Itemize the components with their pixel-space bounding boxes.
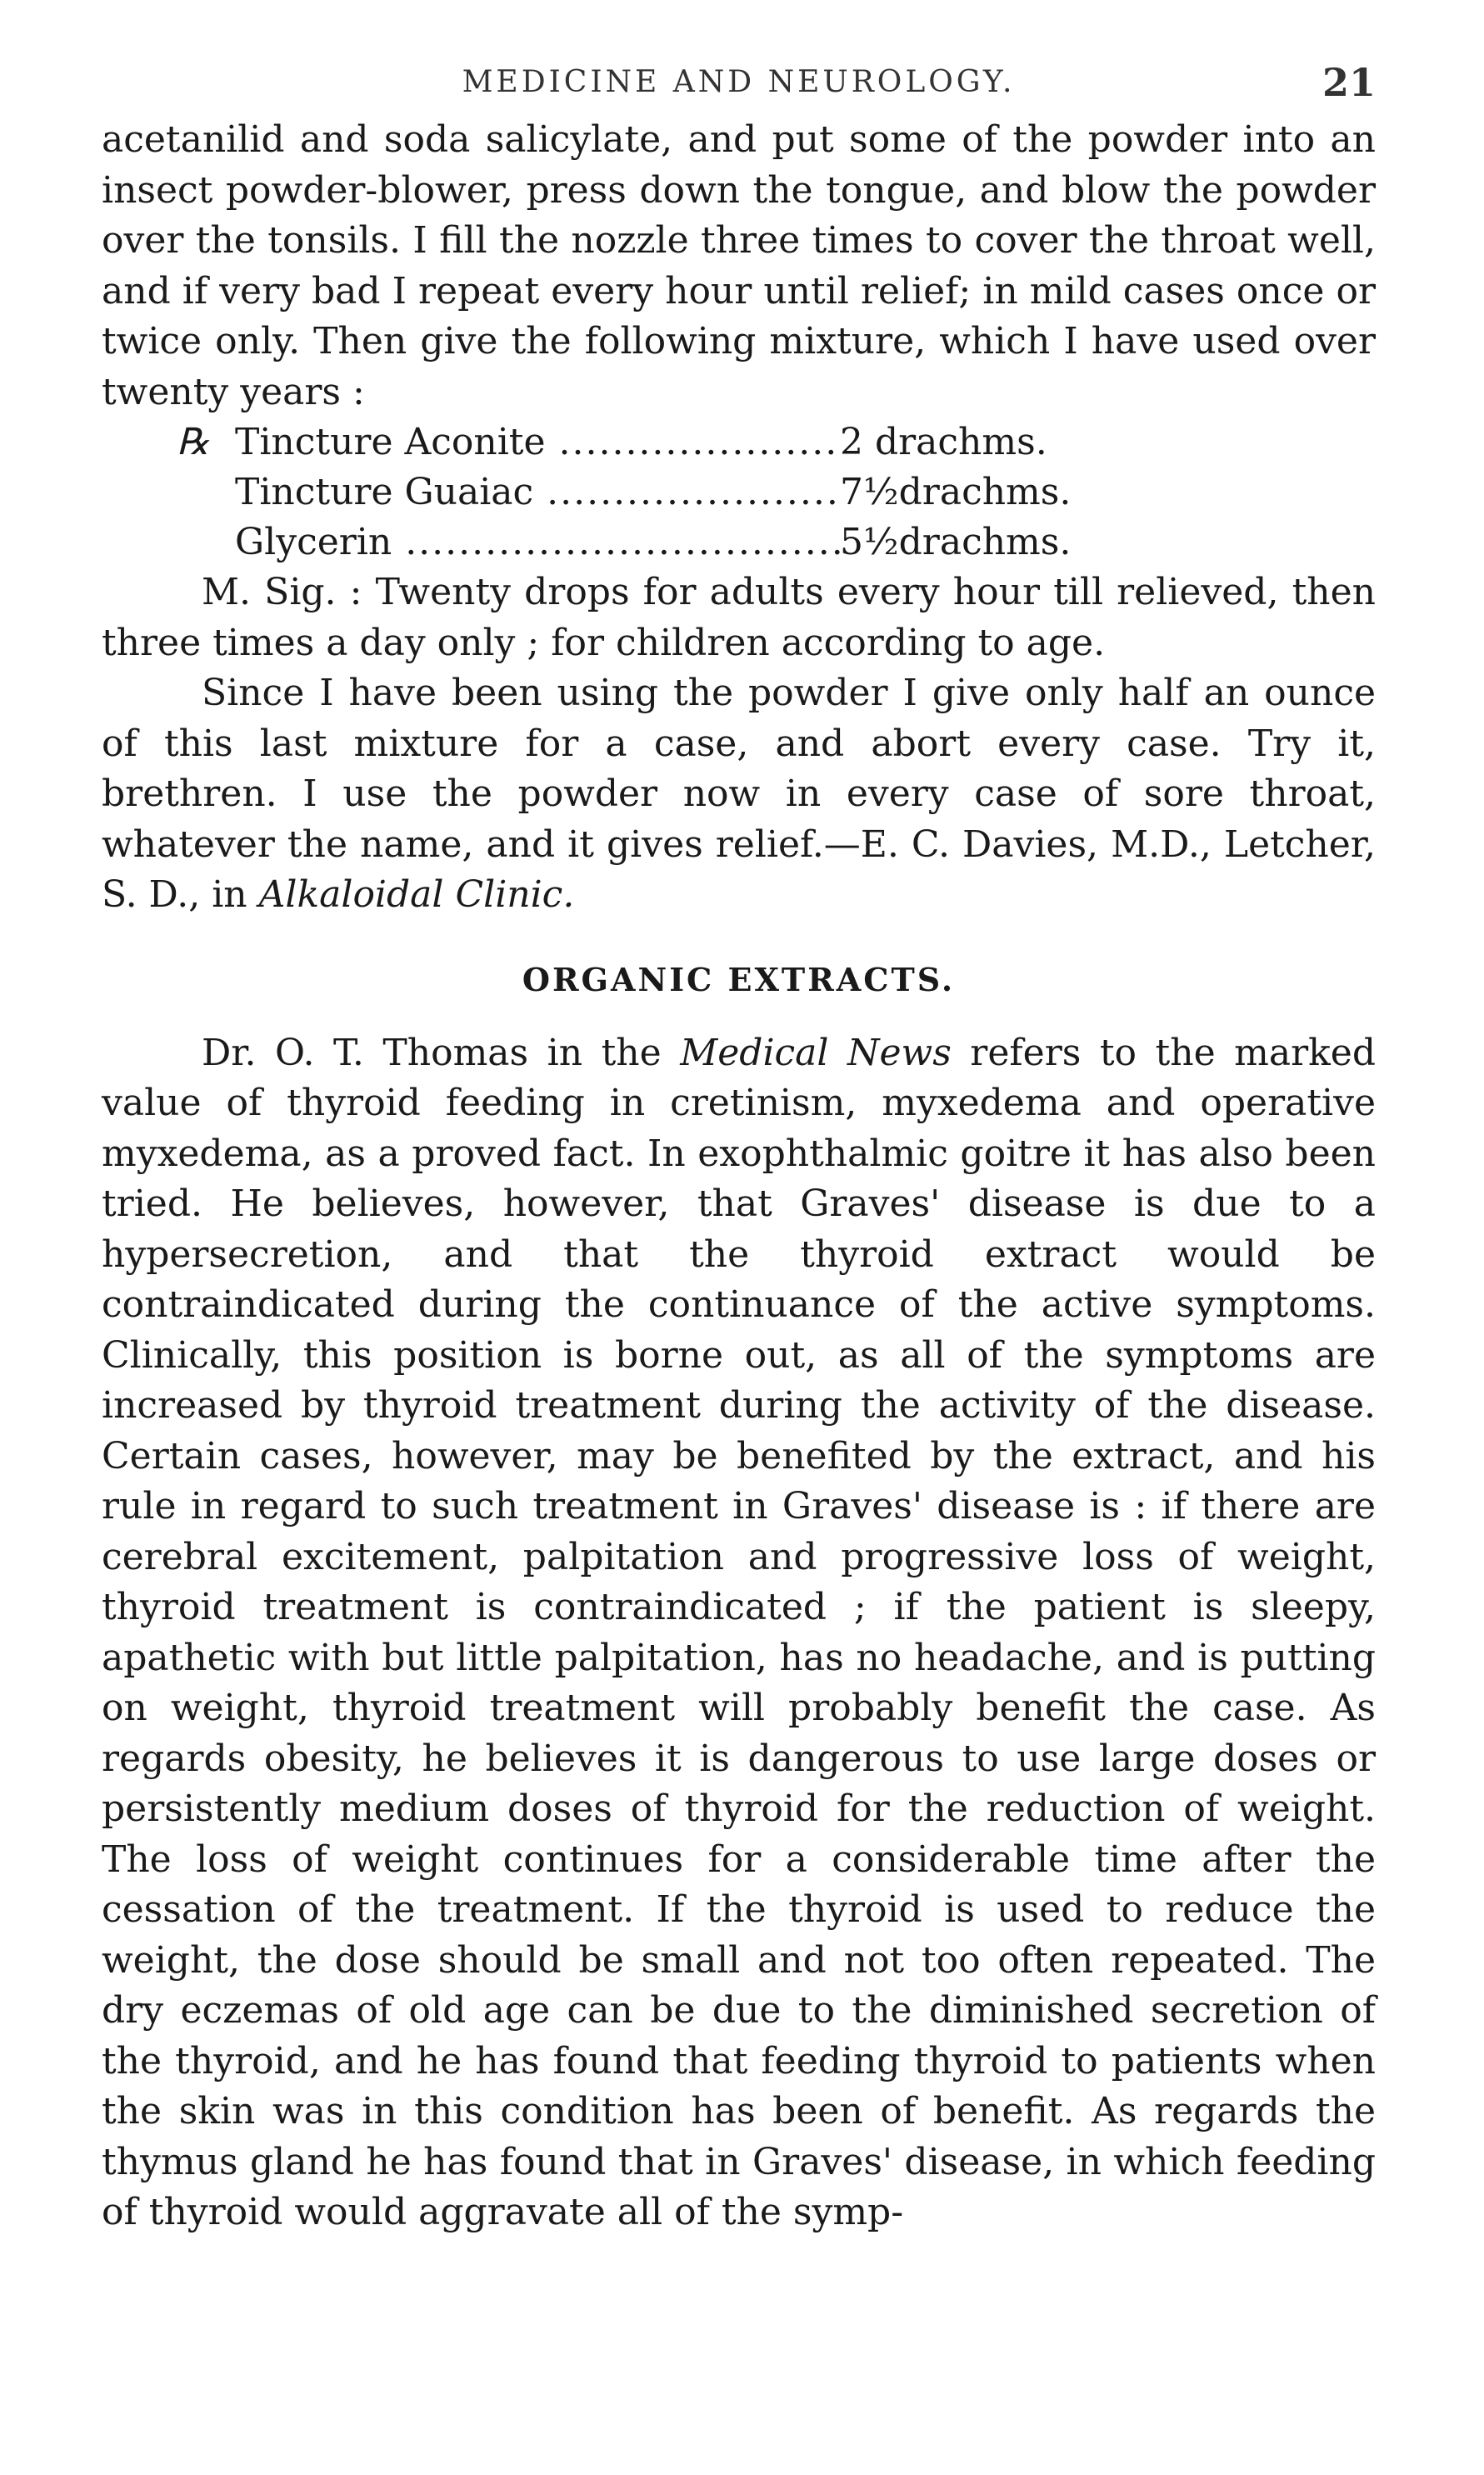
prescription-row xyxy=(102,418,1376,468)
prescription-row xyxy=(102,518,1376,568)
prescription-amount: 2 drachms. xyxy=(840,421,1047,463)
directions-paragraph: M. Sig. : Twenty drops for adults every hour till relieved, then three times a day only ; for children according to age. xyxy=(102,571,1376,664)
body-text xyxy=(102,115,1376,2238)
prescription-row xyxy=(102,468,1376,518)
running-title: MEDICINE AND NEUROLOGY. xyxy=(462,65,1016,99)
prescription-item: Tincture Guaiac ..... xyxy=(235,468,840,518)
section-text-body: refers to the marked value of thyroid feeding in cretinism, myxedema and operative myxedema, as a proved fact. In exophthalmic goitre it has also been tried. He believes, however, that Graves' disease is due to a hypersecretion, and that the thyroid extract would be contraindicated during the continuance of the active symptoms. Clinically, this position is borne out, as all of the symptoms are increased by thyroid treatment during the activity of the disease. Certain cases, however, may be benefited by the extract, and his rule in regard to such treatment in Graves' disease is : if there are cerebral excitement, palpitation and progressive loss of weight, thyroid treatment is contraindicated ; if the patient is sleepy, apathetic with but little palpitation, has no headache, and is putting on weight, thyroid treatment will probably benefit the case. As regards obesity, he believes it is dangerous to use large doses or persistently medium doses of thyroid for the reduction of weight. The loss of weight continues for a considerable time after the cessation of the treatment. If the thyroid is used to reduce the weight, the dose should be small and not too often repeated. The dry eczemas of old age can be due to the diminished secretion of the thyroid, and he has found that feeding thyroid to patients when the skin was in this condition has been of benefit. As regards the thymus gland he has found that in Graves' disease, in which feeding of thyroid would aggravate all of the symp- xyxy=(102,1031,1376,2233)
section-text-start: Dr. O. T. Thomas in the xyxy=(202,1031,681,1074)
section-paragraph xyxy=(102,1028,1376,2238)
page-number: 21 xyxy=(1322,60,1376,105)
prescription-amount: 7½drachms. xyxy=(840,471,1072,513)
running-head xyxy=(102,60,1376,115)
closing-paragraph xyxy=(102,668,1376,921)
prescription-amount: 5½drachms. xyxy=(840,521,1072,563)
source-citation: Alkaloidal Clinic. xyxy=(258,873,575,916)
prescription-item: Glycerin ..... xyxy=(235,518,840,568)
prescription-item: Tincture Aconite ..... xyxy=(235,418,840,468)
prescription xyxy=(102,418,1376,568)
section-heading: ORGANIC EXTRACTS. xyxy=(522,960,956,998)
closing-text: Since I have been using the powder I give only half an ounce of this last mixture for a case, and abort every case. Try it, brethren. I use the powder now in every case of sore throat, whatever the name, and it gives relief.—E. C. Davies, M.D., Letcher, S. D., in xyxy=(102,672,1376,916)
journal-name: Medical News xyxy=(680,1031,952,1074)
intro-paragraph: acetanilid and soda salicylate, and put some of the powder into an insect powder-blower, press down the tongue, and blow the powder over the tonsils. I fill the nozzle three times to cover the throat well, and if very bad I repeat every hour until relief; in mild cases once or twice only. Then give the following mixture, which I have used over twenty years : xyxy=(102,118,1376,413)
rx-symbol: ℞ xyxy=(177,421,210,463)
